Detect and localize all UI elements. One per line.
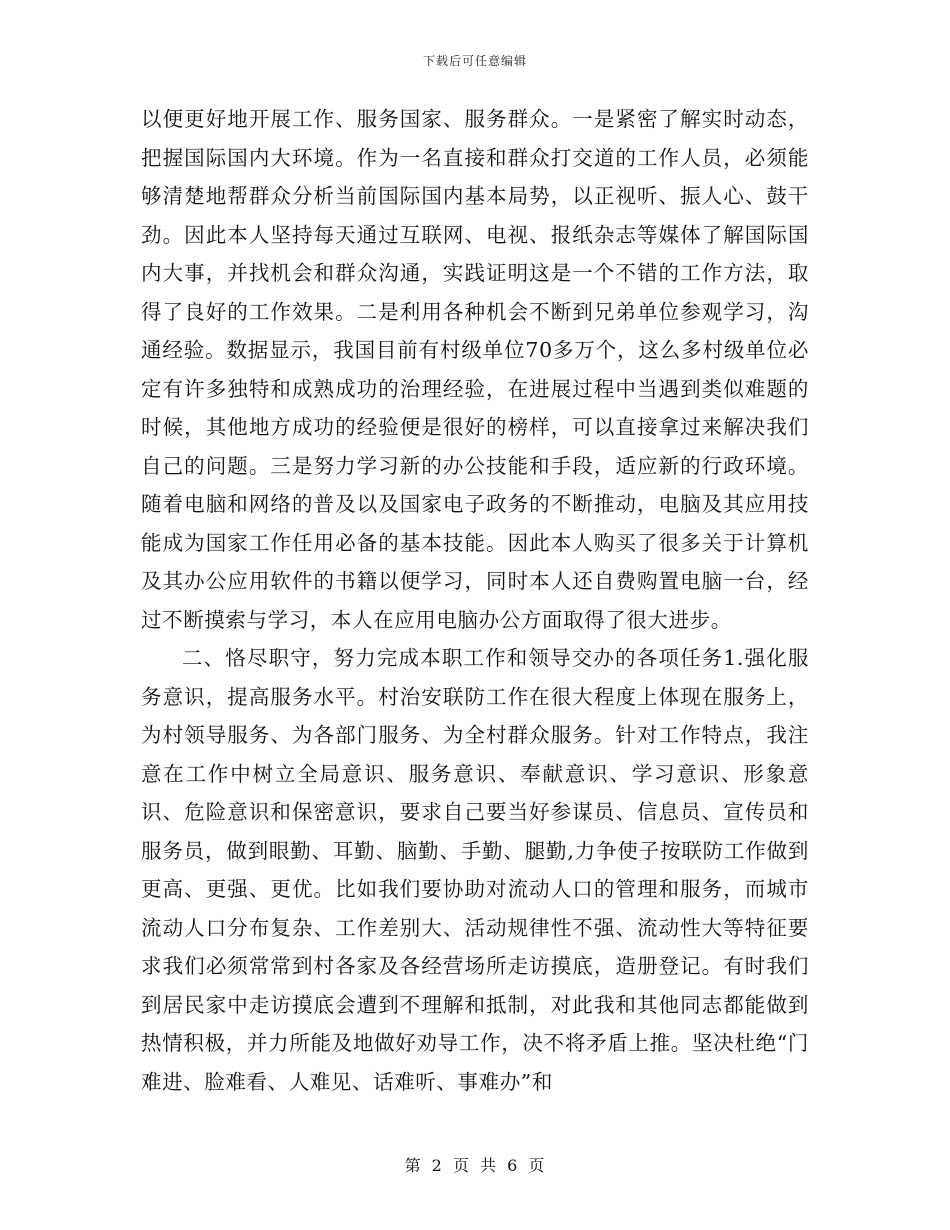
document-body: [141, 100, 809, 1101]
page-number-footer: 第 2 页 共 6 页: [404, 1156, 546, 1175]
body-paragraph-2: 二、恪尽职守，努力完成本职工作和领导交办的各项任务1.强化服务意识，提高服务水平。村治安联防工作在很大程度上体现在服务上，为村领导服务、为各部门服务、为全村群众服务。针对工作特点，我注意在工作中树立全局意识、服务意识、奉献意识、学习意识、形象意识、危险意识和保密意识，要求自己要当好参谋员、信息员、宣传员和服务员，做到眼勤、耳勤、脑勤、手勤、腿勤,力争使子按联防工作做到更高、更强、更优。比如我们要协助对流动人口的管理和服务，而城市流动人口分布复杂、工作差别大、活动规律性不强、流动性大等特征要求我们必须常常到村各家及各经营场所走访摸底，造册登记。有时我们到居民家中走访摸底会遭到不理解和抵制，对此我和其他同志都能做到热情积极，并力所能及地做好劝导工作，决不将矛盾上推。坚决杜绝“门难进、脸难看、人难见、话难听、事难办”和: [141, 646, 809, 1094]
page-header-note: 下载后可任意编辑: [422, 54, 527, 68]
body-paragraph-1: 以便更好地开展工作、服务国家、服务群众。一是紧密了解实时动态，把握国际国内大环境。作为一名直接和群众打交道的工作人员，必须能够清楚地帮群众分析当前国际国内基本局势，以正视听、振人心、鼓干劲。因此本人坚持每天通过互联网、电视、报纸杂志等媒体了解国际国内大事，并找机会和群众沟通，实践证明这是一个不错的工作方法，取得了良好的工作效果。二是利用各种机会不断到兄弟单位参观学习，沟通经验。数据显示，我国目前有村级单位70多万个，这么多村级单位必定有许多独特和成熟成功的治理经验，在进展过程中当遇到类似难题的时候，其他地方成功的经验便是很好的榜样，可以直接拿过来解决我们自己的问题。三是努力学习新的办公技能和手段，适应新的行政环境。随着电脑和网络的普及以及国家电子政务的不断推动，电脑及其应用技能成为国家工作任用必备的基本技能。因此本人购买了很多关于计算机及其办公应用软件的书籍以便学习，同时本人还自费购置电脑一台，经过不断摸索与学习，本人在应用电脑办公方面取得了很大进步。: [141, 107, 809, 632]
